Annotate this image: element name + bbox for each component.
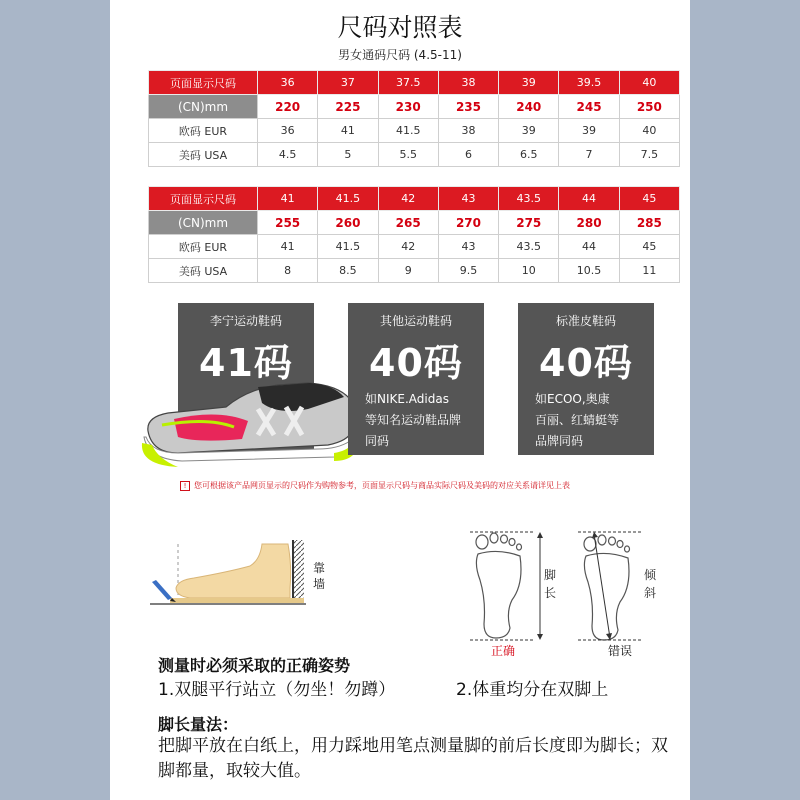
table-cell: 42 [378,235,438,259]
table-cell: 260 [318,211,378,235]
table-cell: 41.5 [318,187,378,211]
table-cell: 43 [438,235,498,259]
table-cell: 39.5 [559,71,619,95]
row-label: 页面显示尺码 [149,187,258,211]
brand-title: 李宁运动鞋码 [209,314,282,328]
table-cell: 9.5 [438,259,498,283]
table-cell: 10 [499,259,559,283]
brand-size-comparison [110,303,690,478]
table-cell: 6.5 [499,143,559,167]
table-row-eur [149,235,680,259]
brand-title: 标准皮鞋码 [555,314,616,328]
tilted-label: 倾斜 [644,568,657,600]
brand-box-other [348,303,484,455]
table-cell: 220 [258,95,318,119]
brand-size: 41码 [199,341,293,385]
table-cell: 45 [619,235,679,259]
table-cell: 44 [559,235,619,259]
table-cell: 230 [378,95,438,119]
table-cell: 265 [378,211,438,235]
measure-heading: 测量时必须采取的正确姿势 [158,656,351,675]
table-cell: 45 [619,187,679,211]
table-cell: 285 [619,211,679,235]
correct-label: 正确 [491,644,516,658]
table-row-usa [149,143,680,167]
size-chart-page [110,0,690,800]
table-cell: 43.5 [499,235,559,259]
table-cell: 240 [499,95,559,119]
row-label: (CN)mm [149,211,258,235]
table-cell: 39 [559,119,619,143]
table-row-usa [149,259,680,283]
table-cell: 40 [619,119,679,143]
row-label: 美码 USA [149,143,258,167]
table-cell: 41.5 [378,119,438,143]
method-text: 把脚平放在白纸上，用力踩地用笔点测量脚的前后长度即为脚长；双脚都量，取较大值。 [158,736,668,781]
brand-title: 其他运动鞋码 [379,314,452,328]
brand-desc [518,389,654,452]
table-cell: 43 [438,187,498,211]
table-cell: 4.5 [258,143,318,167]
table-cell: 250 [619,95,679,119]
brand-desc-line: 等知名运动鞋品牌 [365,413,462,427]
table-cell: 225 [318,95,378,119]
table-cell: 9 [378,259,438,283]
table-cell: 41 [318,119,378,143]
size-table-1 [148,70,680,167]
table-cell: 37 [318,71,378,95]
foot-against-wall-icon [146,536,330,616]
brand-size: 40码 [539,341,633,385]
brand-desc [348,389,484,452]
table-row-eur [149,119,680,143]
table-cell: 37.5 [378,71,438,95]
wall-label: 靠墙 [313,561,326,591]
brand-desc-line: 同码 [365,434,390,448]
table-row-display-size [149,71,680,95]
table-cell: 36 [258,71,318,95]
table-cell: 39 [499,71,559,95]
brand-desc-line: 百丽、红蜻蜓等 [535,413,620,427]
page-subtitle: 男女通码尺码 (4.5-11) [338,48,462,62]
table-cell: 43.5 [499,187,559,211]
table-cell: 5.5 [378,143,438,167]
warning-icon: ! [180,481,190,491]
table-cell: 41.5 [318,235,378,259]
page-title: 尺码对照表 [337,13,463,42]
row-label: 欧码 EUR [149,119,258,143]
row-label: 页面显示尺码 [149,71,258,95]
table-cell: 245 [559,95,619,119]
foot-length-label: 脚长 [544,568,557,600]
row-label: 美码 USA [149,259,258,283]
brand-size: 40码 [369,341,463,385]
table-cell: 5 [318,143,378,167]
table-cell: 8.5 [318,259,378,283]
method-heading: 脚长量法： [158,715,239,734]
size-table-2 [148,186,680,283]
brand-desc-line: 如NIKE.Adidas [365,392,449,406]
table-cell: 235 [438,95,498,119]
size-notice [180,480,690,491]
table-row-cn [149,95,680,119]
brand-desc-line: 品牌同码 [535,434,584,448]
measure-step-2: 2.体重均分在双脚上 [456,680,609,700]
table-row-cn [149,211,680,235]
table-cell: 36 [258,119,318,143]
table-cell: 39 [499,119,559,143]
shoe-icon [138,379,360,471]
table-cell: 8 [258,259,318,283]
table-cell: 44 [559,187,619,211]
notice-text: 您可根据该产品网页显示的尺码作为购物参考，页面显示尺码与商品实际尺码及美码的对应关系请详见上表 [194,481,570,490]
table-cell: 10.5 [559,259,619,283]
table-cell: 280 [559,211,619,235]
table-cell: 40 [619,71,679,95]
measure-step-1: 1.双腿平行站立（勿坐！勿蹲） [158,680,396,700]
table-cell: 41 [258,235,318,259]
table-cell: 38 [438,119,498,143]
table-cell: 270 [438,211,498,235]
table-cell: 7.5 [619,143,679,167]
table-cell: 6 [438,143,498,167]
table-cell: 11 [619,259,679,283]
brand-desc-line: 如ECOO,奥康 [535,392,610,406]
brand-box-leather [518,303,654,455]
table-cell: 255 [258,211,318,235]
row-label: 欧码 EUR [149,235,258,259]
table-cell: 38 [438,71,498,95]
table-cell: 7 [559,143,619,167]
table-cell: 275 [499,211,559,235]
table-row-display-size [149,187,680,211]
table-cell: 42 [378,187,438,211]
wrong-label: 错误 [608,644,633,658]
row-label: (CN)mm [149,95,258,119]
table-cell: 41 [258,187,318,211]
